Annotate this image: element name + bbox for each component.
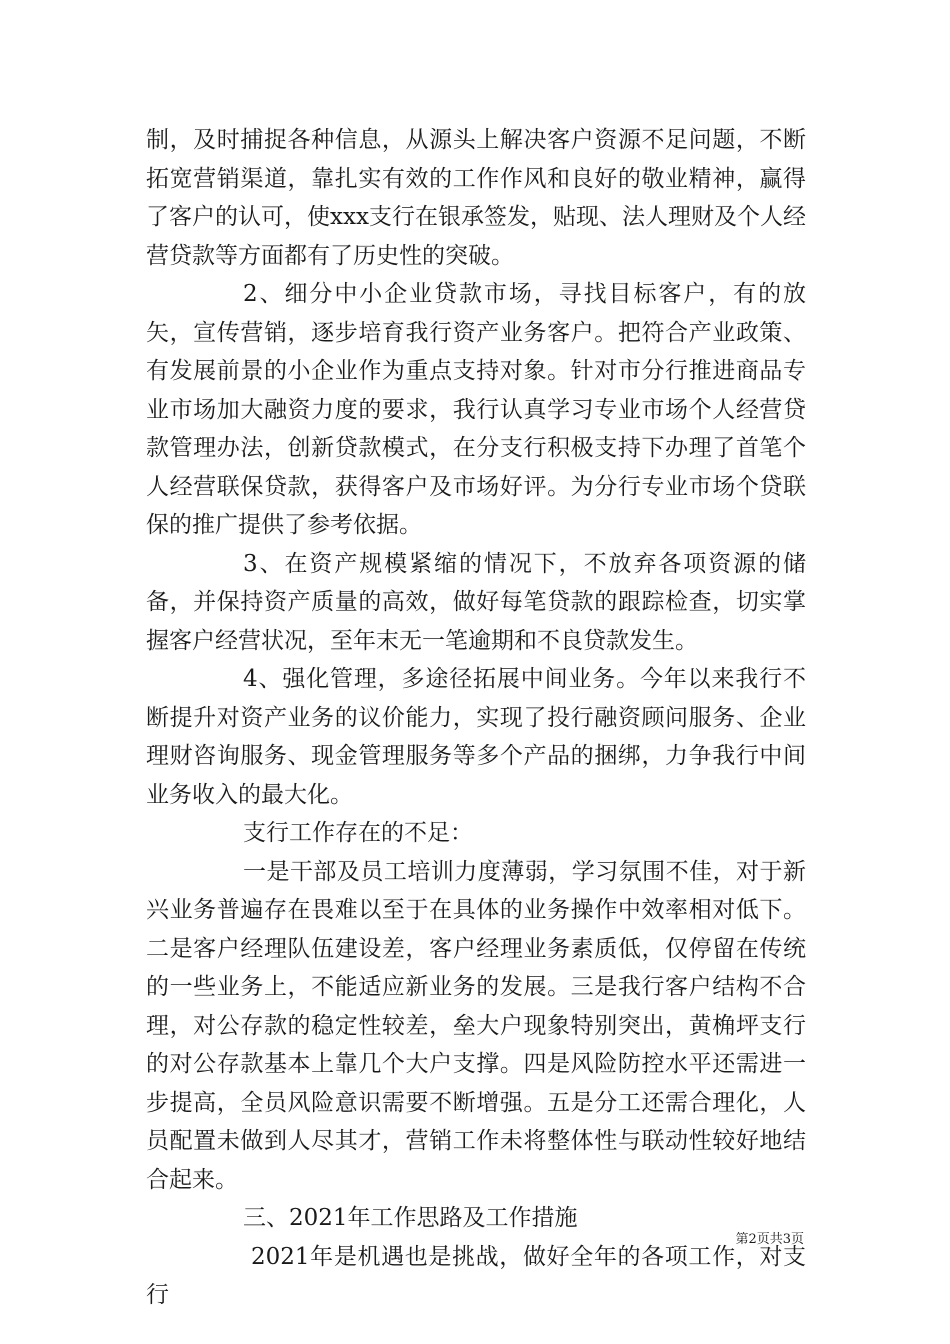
heading-shortcomings: 支行工作存在的不足：	[243, 820, 473, 846]
document-body	[146, 121, 806, 1315]
paragraph-shortcomings: 一是干部及员工培训力度薄弱，学习氛围不佳，对于新兴业务普遍存在畏难以至于在具体的业务操作中效率相对低下。二是客户经理队伍建设差，客户经理业务素质低，仅停留在传统的一些业务上，不能适应新业务的发展。三是我行客户结构不合理，对公存款的稳定性较差，垒大户现象特别突出，黄桷坪支行的对公存款基本上靠几个大户支撑。四是风险防控水平还需进一步提高，全员风险意识需要不断增强。五是分工还需合理化，人员配置未做到人尽其才，营销工作未将整体性与联动性较好地结合起来。	[146, 858, 806, 1193]
heading-section-3: 三、2021年工作思路及工作措施	[243, 1205, 578, 1231]
paragraph-continuation: 制，及时捕捉各种信息，从源头上解决客户资源不足问题，不断拓宽营销渠道，靠扎实有效的工作作风和良好的敬业精神，赢得了客户的认可，使xxx支行在银承签发，贴现、法人理财及个人经营贷款等方面都有了历史性的突破。	[146, 127, 806, 269]
paragraph-section-3-intro: 2021年是机遇也是挑战，做好全年的各项工作，对支行	[146, 1243, 806, 1308]
paragraph-item-3: 3、在资产规模紧缩的情况下，不放弃各项资源的储备，并保持资产质量的高效，做好每笔贷款的跟踪检查，切实掌握客户经营状况，至年末无一笔逾期和不良贷款发生。	[146, 550, 806, 654]
paragraph-item-4: 4、强化管理，多途径拓展中间业务。今年以来我行不断提升对资产业务的议价能力，实现了投行融资顾问服务、企业理财咨询服务、现金管理服务等多个产品的捆绑，力争我行中间业务收入的最大化。	[146, 666, 806, 808]
paragraph-item-2: 2、细分中小企业贷款市场，寻找目标客户，有的放矢，宣传营销，逐步培育我行资产业务客户。把符合产业政策、有发展前景的小企业作为重点支持对象。针对市分行推进商品专业市场加大融资力度的要求，我行认真学习专业市场个人经营贷款管理办法，创新贷款模式，在分支行积极支持下办理了首笔个人经营联保贷款，获得客户及市场好评。为分行专业市场个贷联保的推广提供了参考依据。	[146, 281, 806, 538]
page-number-footer: 第2页共3页	[735, 1232, 804, 1247]
